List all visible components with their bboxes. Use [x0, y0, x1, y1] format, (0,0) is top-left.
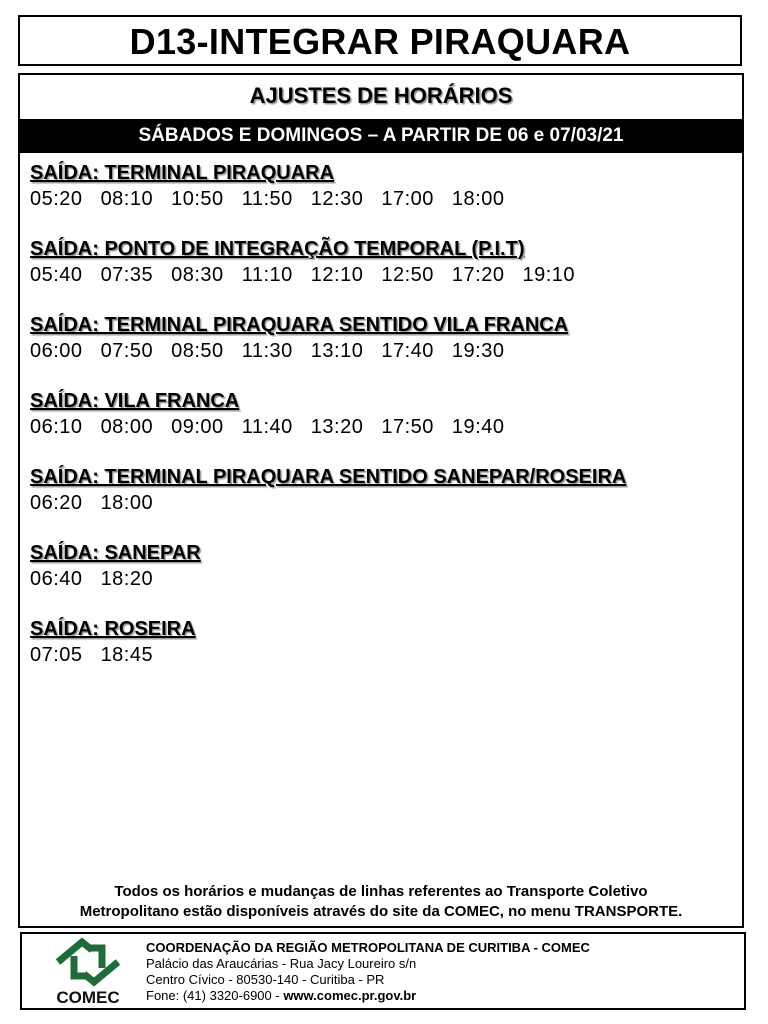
departure-time: 11:40: [241, 416, 293, 438]
title-box: [18, 15, 742, 66]
departure-title: SAÍDA: PONTO DE INTEGRAÇÃO TEMPORAL (P.I.T): [30, 238, 525, 260]
departure-title: SAÍDA: VILA FRANCA: [30, 390, 240, 412]
departure-time: 07:35: [100, 264, 154, 286]
departure-block: [30, 541, 732, 617]
departure-time: 17:40: [381, 340, 434, 362]
departure-time: 17:20: [451, 264, 505, 286]
departure-time: 19:30: [451, 340, 505, 362]
departure-block: [30, 465, 732, 541]
departure-times: [30, 413, 732, 441]
address-line: Centro Cívico - 80530-140 - Curitiba - PR: [146, 972, 385, 987]
departure-time: 18:00: [451, 188, 505, 210]
departure-time: 13:20: [310, 416, 364, 438]
departure-title: SAÍDA: TERMINAL PIRAQUARA SENTIDO SANEPAR/ROSEIRA: [30, 466, 627, 488]
departure-time: 12:30: [310, 188, 364, 210]
website-link[interactable]: www.comec.pr.gov.br: [283, 988, 417, 1003]
comec-logo: [40, 936, 136, 1008]
departure-time: 05:20: [30, 188, 83, 210]
departure-time: 12:10: [310, 264, 364, 286]
departure-block: [30, 313, 732, 389]
departure-time: 11:50: [241, 188, 293, 210]
address-line: Palácio das Araucárias - Rua Jacy Loureiro s/n: [146, 956, 417, 971]
departure-time: 18:20: [100, 568, 154, 590]
departure-title: SAÍDA: TERMINAL PIRAQUARA SENTIDO VILA FRANCA: [30, 314, 569, 336]
departure-time: 18:45: [100, 644, 154, 666]
org-info: [146, 940, 590, 1004]
departure-time: 11:30: [241, 340, 293, 362]
info-note: [20, 882, 742, 922]
departure-times: [30, 185, 732, 213]
page-title: D13-INTEGRAR PIRAQUARA: [129, 21, 631, 62]
departure-time: 08:50: [171, 340, 224, 362]
departure-block: [30, 237, 732, 313]
departure-block: [30, 617, 732, 693]
departure-time: 08:00: [100, 416, 154, 438]
logo-text: COMEC: [56, 988, 120, 1007]
departure-block: [30, 161, 732, 237]
departure-time: 11:10: [241, 264, 293, 286]
departure-time: 08:30: [171, 264, 224, 286]
departure-time: 13:10: [310, 340, 364, 362]
departure-time: 07:50: [100, 340, 154, 362]
org-name: COORDENAÇÃO DA REGIÃO METROPOLITANA DE CURITIBA - COMEC: [146, 940, 590, 955]
departure-time: 17:00: [381, 188, 434, 210]
day-range-banner: SÁBADOS E DOMINGOS – A PARTIR DE 06 e 07/03/21: [20, 119, 742, 153]
departure-time: 09:00: [171, 416, 224, 438]
phone: Fone: (41) 3320-6900 -: [146, 988, 284, 1003]
departure-times: [30, 261, 732, 289]
departure-time: 10:50: [171, 188, 224, 210]
departure-time: 06:00: [30, 340, 83, 362]
departure-list: [30, 161, 732, 693]
departure-title: SAÍDA: ROSEIRA: [30, 618, 196, 640]
departure-time: 18:00: [100, 492, 154, 514]
departure-time: 05:40: [30, 264, 83, 286]
departure-times: [30, 489, 732, 517]
departure-time: 17:50: [381, 416, 434, 438]
departure-title: SAÍDA: TERMINAL PIRAQUARA: [30, 162, 335, 184]
departure-time: 12:50: [381, 264, 434, 286]
departure-time: 07:05: [30, 644, 83, 666]
departure-time: 08:10: [100, 188, 154, 210]
footer: [20, 932, 746, 1010]
schedule-panel: [18, 73, 744, 928]
departure-times: [30, 565, 732, 593]
departure-times: [30, 337, 732, 365]
departure-title: SAÍDA: SANEPAR: [30, 542, 201, 564]
departure-time: 19:40: [451, 416, 505, 438]
info-note-line: Metropolitano estão disponíveis através do site da COMEC, no menu TRANSPORTE.: [79, 903, 683, 920]
comec-logo-icon: [52, 936, 124, 988]
departure-time: 06:10: [30, 416, 83, 438]
info-note-line: Todos os horários e mudanças de linhas referentes ao Transporte Coletivo: [114, 883, 648, 900]
departure-time: 06:20: [30, 492, 83, 514]
subtitle: AJUSTES DE HORÁRIOS: [249, 83, 513, 108]
contact-line: [146, 988, 590, 1004]
departure-time: 06:40: [30, 568, 83, 590]
departure-times: [30, 641, 732, 669]
departure-block: [30, 389, 732, 465]
departure-time: 19:10: [522, 264, 576, 286]
